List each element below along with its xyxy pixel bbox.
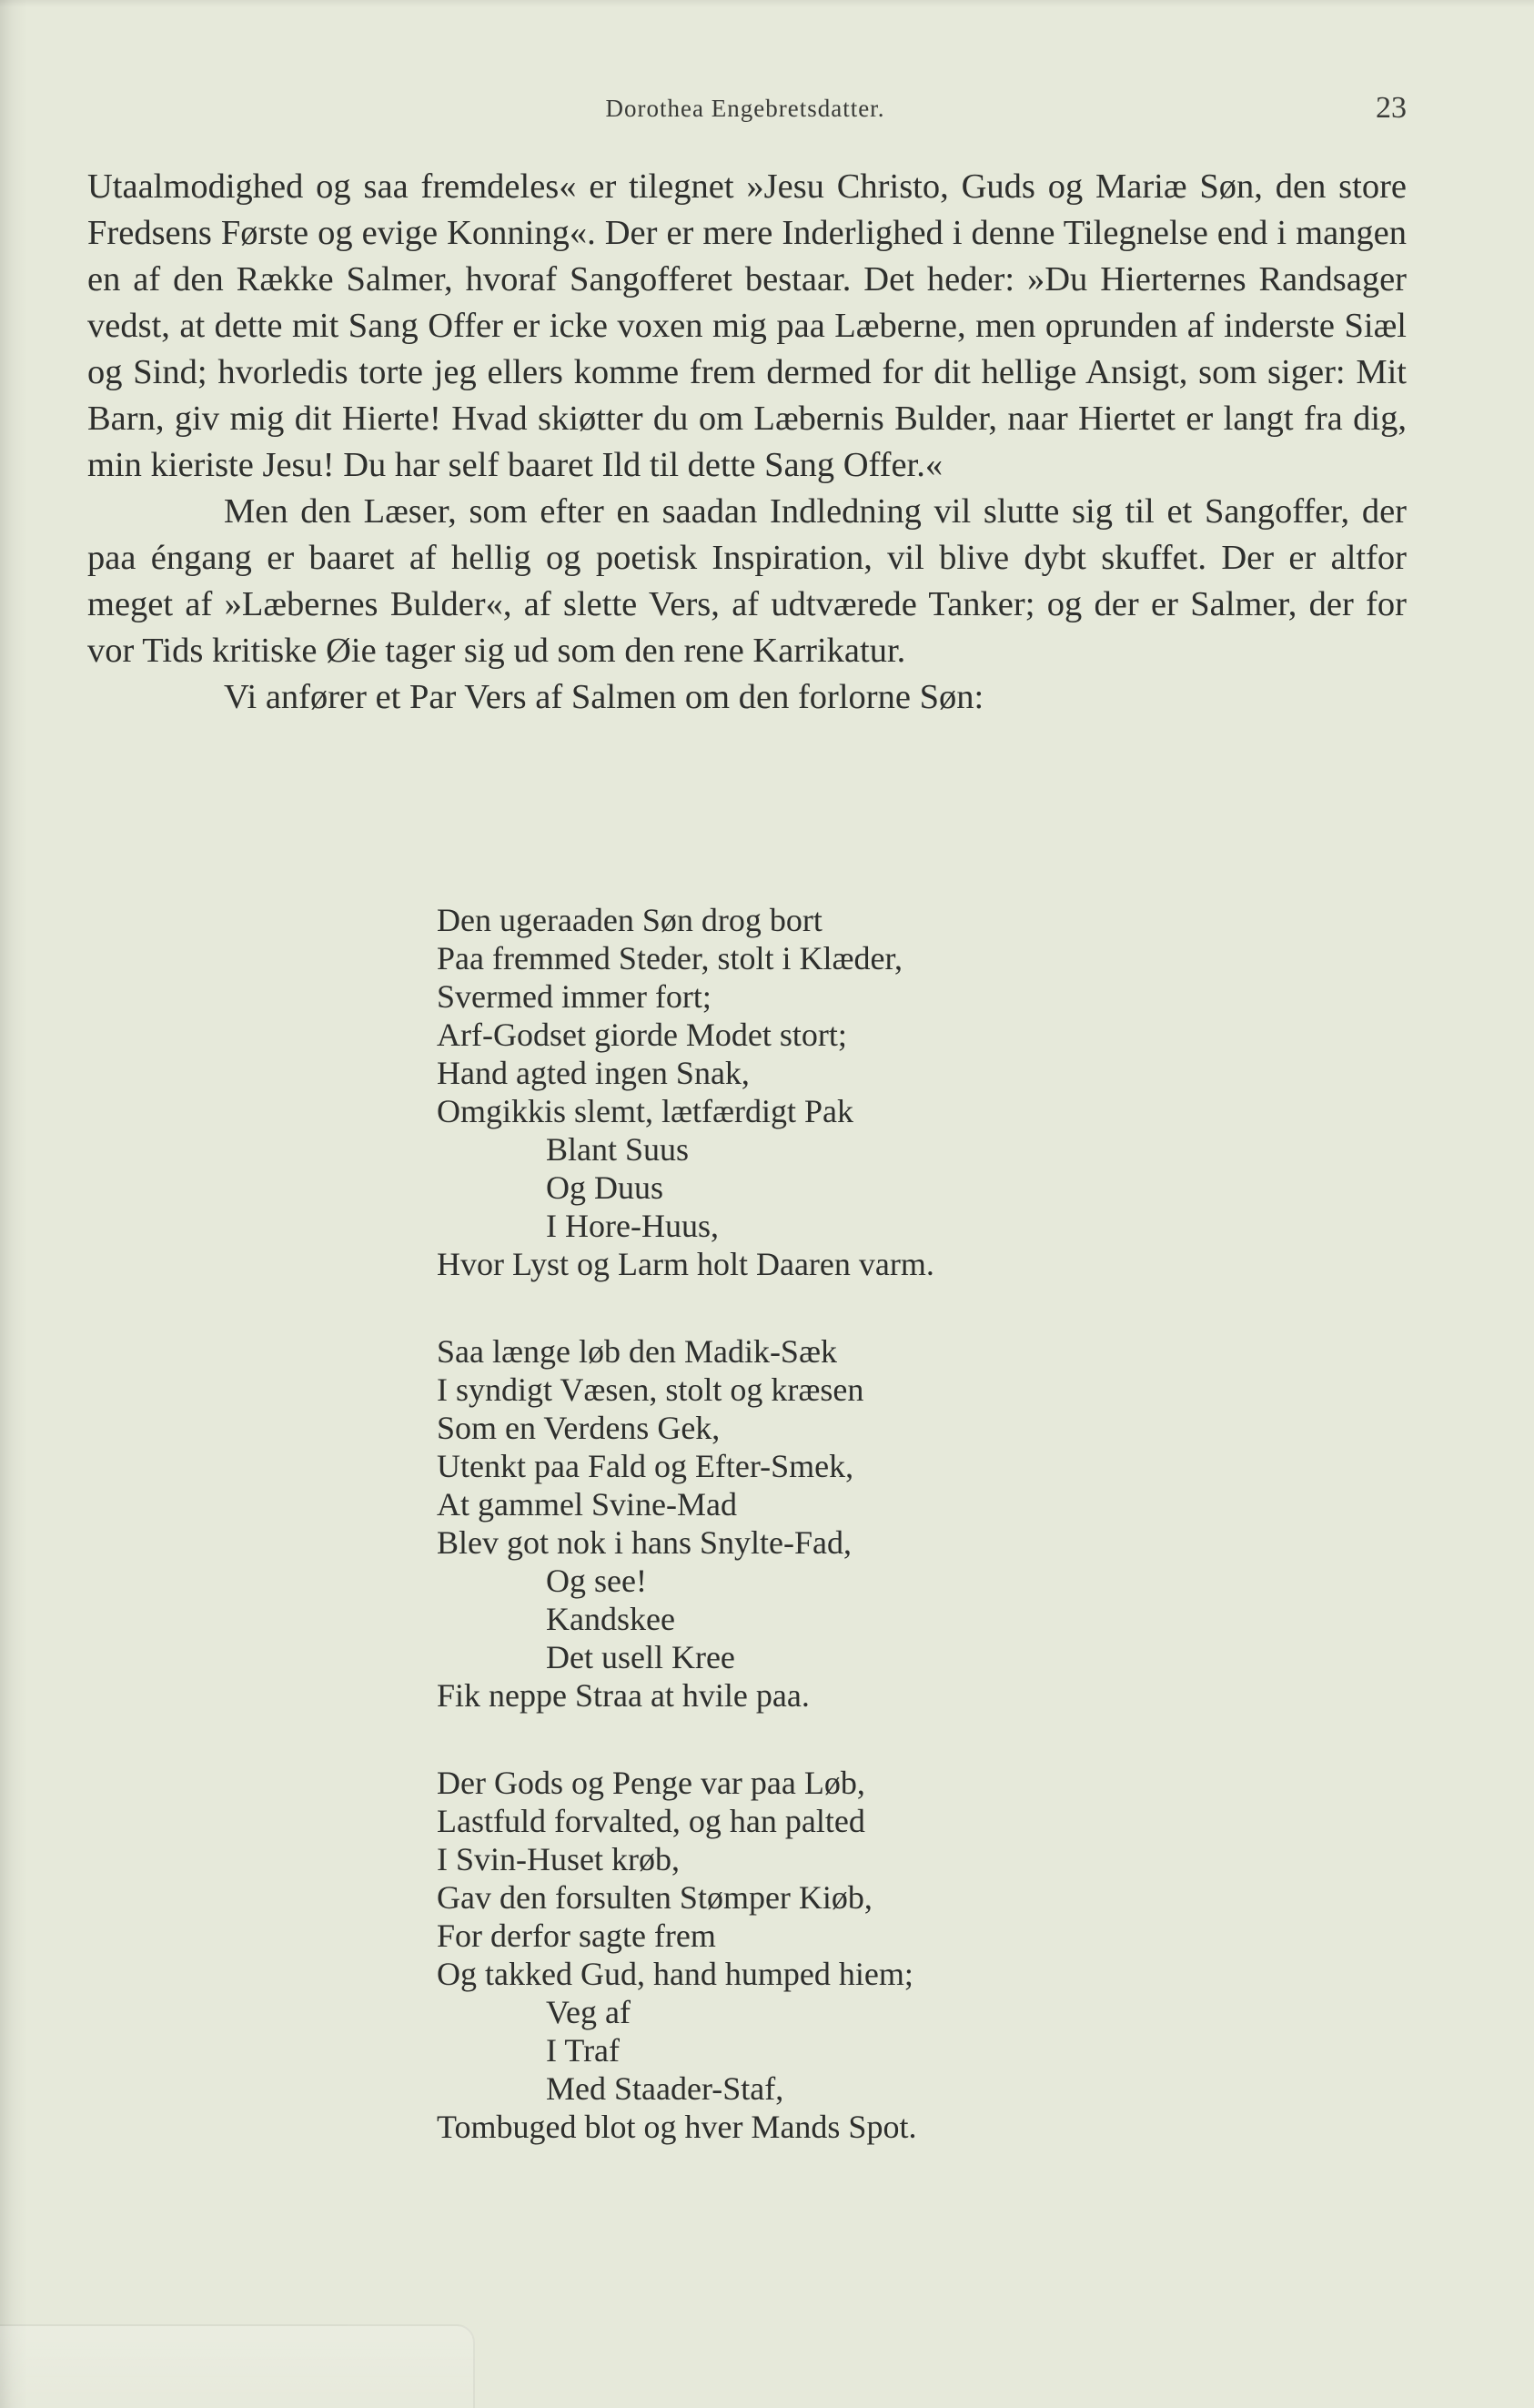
verse-line: Saa længe løb den Madik-Sæk [437, 1333, 837, 1370]
verse-line: Den ugeraaden Søn drog bort [437, 902, 823, 938]
verse-line: Og takked Gud, hand humped hiem; [437, 1956, 913, 1992]
verse-line: I Hore-Huus, [546, 1208, 719, 1244]
poem [437, 901, 1347, 2195]
paragraph: Men den Læser, som efter en saadan Indledning vil slutte sig til et Sangoffer, der paa éngang er baaret af hellig og poetisk Inspiration, vil blive dybt skuffet. Der er altfor meget af »Læbernes Bulder«, af slette Vers, af udtværede Tanker; og der er Salmer, der for vor Tids kritiske Øie tager sig ud som den rene Karrikatur. [87, 492, 1407, 670]
prose-body [87, 164, 1407, 721]
stanza-3 [437, 1764, 1347, 2146]
verse-line: Lastfuld forvalted, og han palted [437, 1803, 865, 1839]
verse-line: Tombuged blot og hver Mands Spot. [437, 2109, 917, 2145]
verse-line: Blant Suus [546, 1131, 690, 1168]
verse-line: Som en Verdens Gek, [437, 1410, 721, 1446]
verse-line: Blev got nok i hans Snylte-Fad, [437, 1524, 852, 1561]
verse-line: Med Staader-Staf, [546, 2070, 784, 2107]
verse-line: Paa fremmed Steder, stolt i Klæder, [437, 940, 903, 976]
paper-stain [0, 2324, 475, 2408]
verse-line: Gav den forsulten Stømper Kiøb, [437, 1879, 873, 1916]
verse-line: Det usell Kree [546, 1639, 735, 1675]
page-header [87, 91, 1407, 137]
paragraph: Vi anfører et Par Vers af Salmen om den forlorne Søn: [224, 678, 984, 716]
stanza-2 [437, 1332, 1347, 1715]
paragraph: Utaalmodighed og saa fremdeles« er tilegnet »Jesu Christo, Guds og Mariæ Søn, den store Fredsens Første og evige Konning«. Der er mere Inderlighed i denne Tilegnelse end i mangen en af den Række Salmer, hvoraf Sangofferet bestaar. Det heder: »Du Hierternes Randsager vedst, at dette mit Sang Offer er icke voxen mig paa Læberne, men oprunden af inderste Siæl og Sind; hvorledis torte jeg ellers komme frem dermed for dit hellige Ansigt, som siger: Mit Barn, giv mig dit Hierte! Hvad skiøtter du om Læbernis Bulder, naar Hiertet er langt fra dig, min kieriste Jesu! Du har self baaret Ild til dette Sang Offer.« [87, 167, 1407, 484]
verse-line: Hand agted ingen Snak, [437, 1055, 750, 1091]
verse-line: Utenkt paa Fald og Efter-Smek, [437, 1448, 854, 1484]
verse-line: Og Duus [546, 1169, 664, 1206]
running-head: Dorothea Engebretsdatter. [605, 95, 885, 122]
stanza-1 [437, 901, 1347, 1283]
verse-line: Der Gods og Penge var paa Løb, [437, 1765, 865, 1801]
verse-line: I syndigt Væsen, stolt og kræsen [437, 1371, 864, 1408]
verse-line: Veg af [546, 1994, 631, 2030]
verse-line: Kandskee [546, 1601, 675, 1637]
verse-line: Arf-Godset giorde Modet stort; [437, 1017, 847, 1053]
verse-line: At gammel Svine-Mad [437, 1486, 737, 1523]
page-number: 23 [1376, 91, 1407, 125]
verse-line: I Traf [546, 2032, 621, 2069]
verse-line: Svermed immer fort; [437, 978, 711, 1015]
verse-line: For derfor sagte frem [437, 1917, 716, 1954]
verse-line: I Svin-Huset krøb, [437, 1841, 680, 1877]
verse-line: Fik neppe Straa at hvile paa. [437, 1677, 810, 1714]
verse-line: Omgikkis slemt, lætfærdigt Pak [437, 1093, 854, 1129]
verse-line: Og see! [546, 1563, 647, 1599]
verse-line: Hvor Lyst og Larm holt Daaren varm. [437, 1246, 934, 1282]
